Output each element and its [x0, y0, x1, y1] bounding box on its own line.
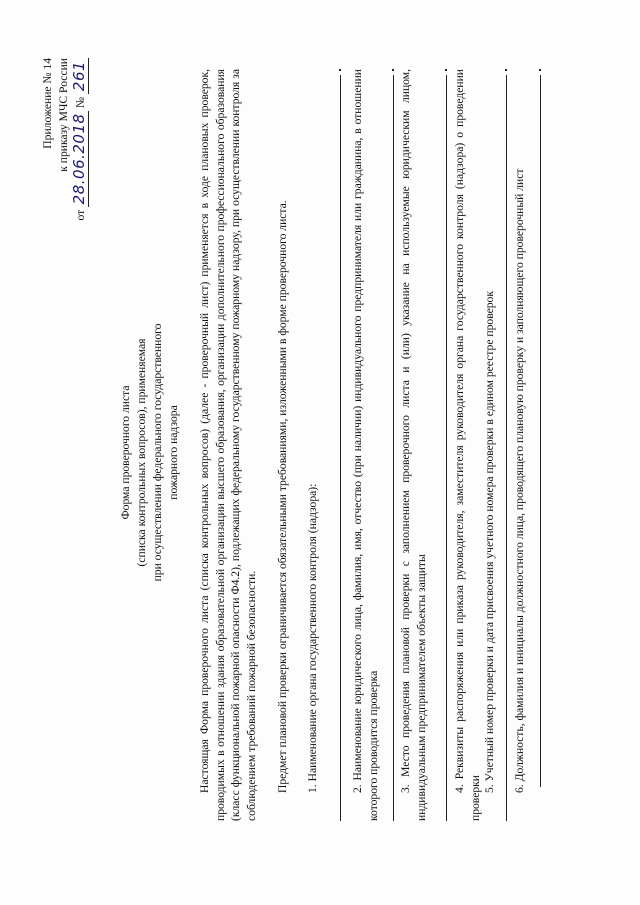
form-title-line-2: (списка контрольных вопросов), применяемая [135, 338, 148, 567]
handwritten-date: 28.06.2018 [72, 111, 89, 207]
item-4: 4. Реквизиты распоряжения или приказа руководителя, заместителя руководителя органа государственного контроля (надзора) о проведении проверки [453, 69, 482, 821]
item-6-fill-line [540, 75, 541, 787]
item-2-end-dot [392, 69, 394, 71]
item-3: 3. Место проведения плановой проверки с заполнением проверочного листа и (или) указание на используемые юридическим лицом, индивидуальным предпринимателем объекты защиты [399, 69, 428, 821]
order-reference: к приказу МЧС России [57, 58, 70, 172]
item-2-fill-line [393, 75, 394, 821]
item-1-fill-line [340, 75, 341, 821]
item-6-end-dot [539, 69, 541, 71]
item-1: 1. Наименование органа государственного контроля (надзора): [306, 483, 319, 793]
form-title: Форма проверочного листа [119, 385, 132, 520]
number-label: № [74, 96, 87, 108]
order-date-line [72, 58, 89, 221]
item-1-end-dot [339, 69, 341, 71]
appendix-number: Приложение № 14 [41, 58, 54, 149]
item-5-end-dot [505, 69, 507, 71]
handwritten-number: 261 [72, 58, 89, 94]
item-3-end-dot [445, 69, 447, 71]
from-label: от [74, 209, 87, 221]
form-title-line-4: пожарного надзора [167, 405, 180, 500]
form-title-line-3: при осуществлении федерального государственного [151, 323, 164, 582]
intro-paragraph: Настоящая Форма проверочного листа (списка контрольных вопросов) (далее - проверочный лист) применяется в ходе плановых проверок, проводимых в отношении здания образовательной организации высшего образования, организации дополнительного профессионального образования (класс функциональной пожарной опасности Ф4.2), подлежащих федеральному государственному пожарному надзору, при осуществлении контроля за соблюдением требований пожарной безопасности. [198, 69, 258, 821]
subject-paragraph: Предмет плановой проверки ограничивается обязательными требованиями, изложенными в форме проверочного листа. [276, 200, 289, 793]
item-6: 6. Должность, фамилия и инициалы должностного лица, проводящего плановую проверку и заполняющего проверочный лист [513, 168, 526, 793]
item-5-fill-line [506, 75, 507, 821]
item-3-fill-line [446, 75, 447, 821]
item-2: 2. Наименование юридического лица, фамилия, имя, отчество (при наличии) индивидуального предпринимателя или гражданина, в отношении которого проводится проверка [351, 69, 380, 821]
item-5: 5. Учетный номер проверки и дата присвоения учетного номера проверки в едином реестре проверок [483, 291, 496, 793]
